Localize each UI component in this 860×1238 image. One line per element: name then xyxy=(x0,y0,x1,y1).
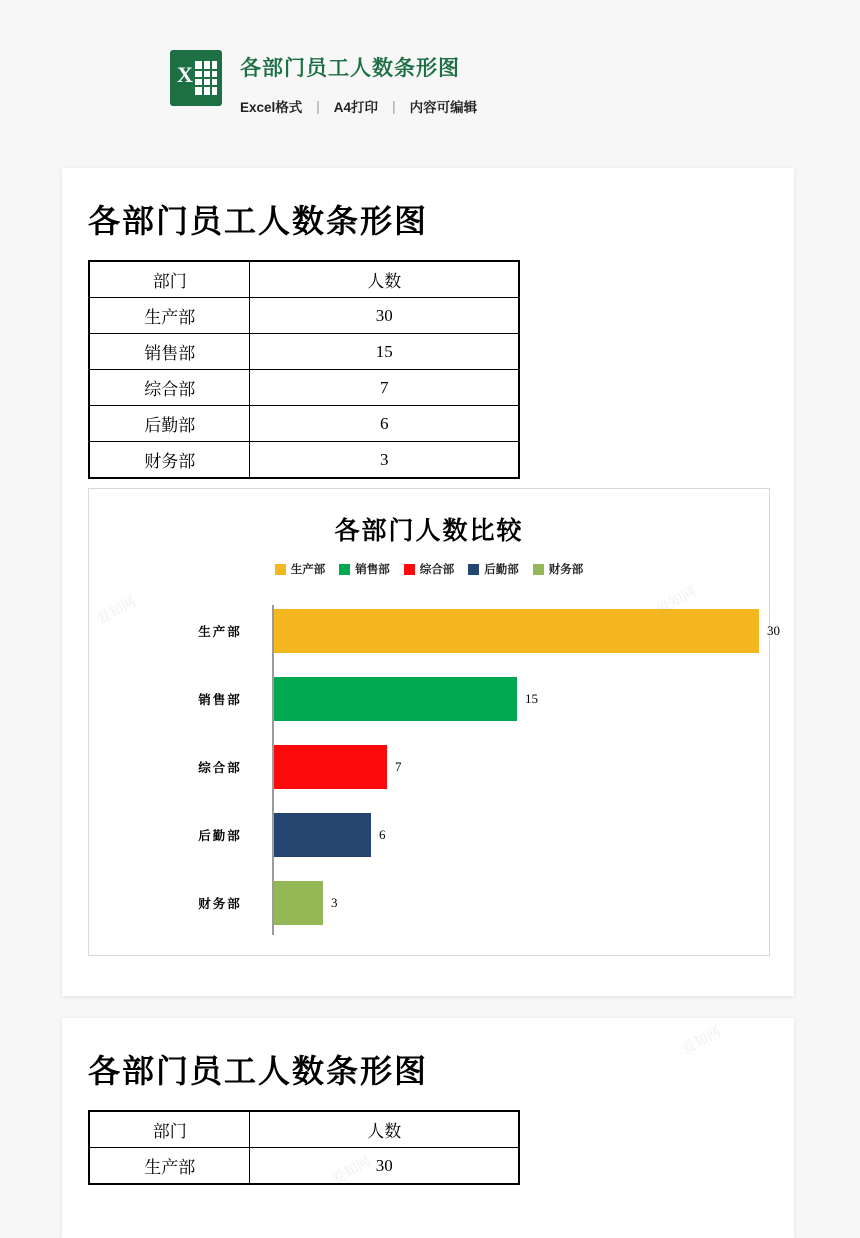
legend-swatch xyxy=(275,564,286,575)
table-header-count: 人数 xyxy=(250,261,519,298)
sheet-title-2: 各部门员工人数条形图 xyxy=(88,1053,429,1089)
chart-bar-row xyxy=(89,733,769,801)
bar-series-item xyxy=(274,881,323,925)
meta-editable: 内容可编辑 xyxy=(409,100,478,115)
cell-count: 6 xyxy=(250,406,519,442)
preview-page-1 xyxy=(62,168,794,996)
page-title: 各部门员工人数条形图 xyxy=(240,57,460,80)
table-row xyxy=(89,1148,519,1185)
chart-title: 各部门人数比较 xyxy=(334,518,524,545)
legend-item xyxy=(533,561,584,577)
chart-plot-area xyxy=(89,597,780,947)
chart-bar-row xyxy=(89,665,769,733)
legend-swatch xyxy=(404,564,415,575)
legend-item xyxy=(339,561,390,577)
meta-row xyxy=(240,96,477,116)
chart-bar-row xyxy=(89,869,769,937)
bar-data-label: 30 xyxy=(767,623,780,638)
excel-grid-glyph xyxy=(195,61,217,95)
page-header xyxy=(0,0,860,116)
chart-bar-row xyxy=(89,801,769,869)
legend-label: 后勤部 xyxy=(484,564,519,576)
bar-data-label: 15 xyxy=(525,691,538,706)
legend-item xyxy=(404,561,455,577)
cell-count: 15 xyxy=(250,334,519,370)
cell-count: 30 xyxy=(250,298,519,334)
legend-label: 财务部 xyxy=(548,564,584,576)
data-table xyxy=(88,260,520,479)
cell-count: 7 xyxy=(250,370,519,406)
category-label: 销售部 xyxy=(198,693,242,707)
legend-item xyxy=(275,561,326,577)
category-label: 生产部 xyxy=(198,625,242,639)
cell-dept: 综合部 xyxy=(89,370,250,406)
cell-count: 30 xyxy=(250,1148,519,1185)
meta-print: A4打印 xyxy=(333,100,379,115)
chart-legend xyxy=(89,561,769,577)
bar-data-label: 7 xyxy=(395,759,402,774)
table-row xyxy=(89,334,519,370)
category-label: 财务部 xyxy=(198,897,242,911)
cell-dept: 销售部 xyxy=(89,334,250,370)
bar-data-label: 3 xyxy=(331,895,338,910)
legend-swatch xyxy=(339,564,350,575)
header-text-block xyxy=(240,48,477,116)
bar-series-item xyxy=(274,609,759,653)
table-header-dept: 部门 xyxy=(89,261,250,298)
table-row xyxy=(89,370,519,406)
meta-format: Excel格式 xyxy=(240,100,303,115)
legend-label: 销售部 xyxy=(355,564,390,576)
cell-count: 3 xyxy=(250,442,519,479)
chart-bar-row xyxy=(89,597,780,665)
data-table-2 xyxy=(88,1110,520,1185)
legend-swatch xyxy=(468,564,479,575)
table-header-dept: 部门 xyxy=(89,1111,250,1148)
excel-x-glyph: X xyxy=(177,62,193,87)
table-header-row xyxy=(89,261,519,298)
meta-separator-2: | xyxy=(392,98,396,114)
legend-swatch xyxy=(533,564,544,575)
excel-file-icon xyxy=(170,50,222,106)
meta-separator-1: | xyxy=(316,98,320,114)
preview-page-2 xyxy=(62,1018,794,1238)
bar-series-item xyxy=(274,677,517,721)
table-row xyxy=(89,406,519,442)
bar-series-item xyxy=(274,745,387,789)
sheet-title: 各部门员工人数条形图 xyxy=(88,203,429,239)
bar-data-label: 6 xyxy=(379,827,386,842)
cell-dept: 生产部 xyxy=(89,1148,250,1185)
table-row xyxy=(89,442,519,479)
table-header-row xyxy=(89,1111,519,1148)
bar-series-item xyxy=(274,813,371,857)
cell-dept: 后勤部 xyxy=(89,406,250,442)
table-header-count: 人数 xyxy=(250,1111,519,1148)
table-row xyxy=(89,298,519,334)
category-label: 综合部 xyxy=(198,761,242,775)
legend-label: 综合部 xyxy=(419,564,455,576)
bar-chart xyxy=(88,488,780,956)
legend-label: 生产部 xyxy=(290,564,326,576)
cell-dept: 生产部 xyxy=(89,298,250,334)
legend-item xyxy=(468,561,519,577)
cell-dept: 财务部 xyxy=(89,442,250,479)
category-label: 后勤部 xyxy=(198,829,242,843)
